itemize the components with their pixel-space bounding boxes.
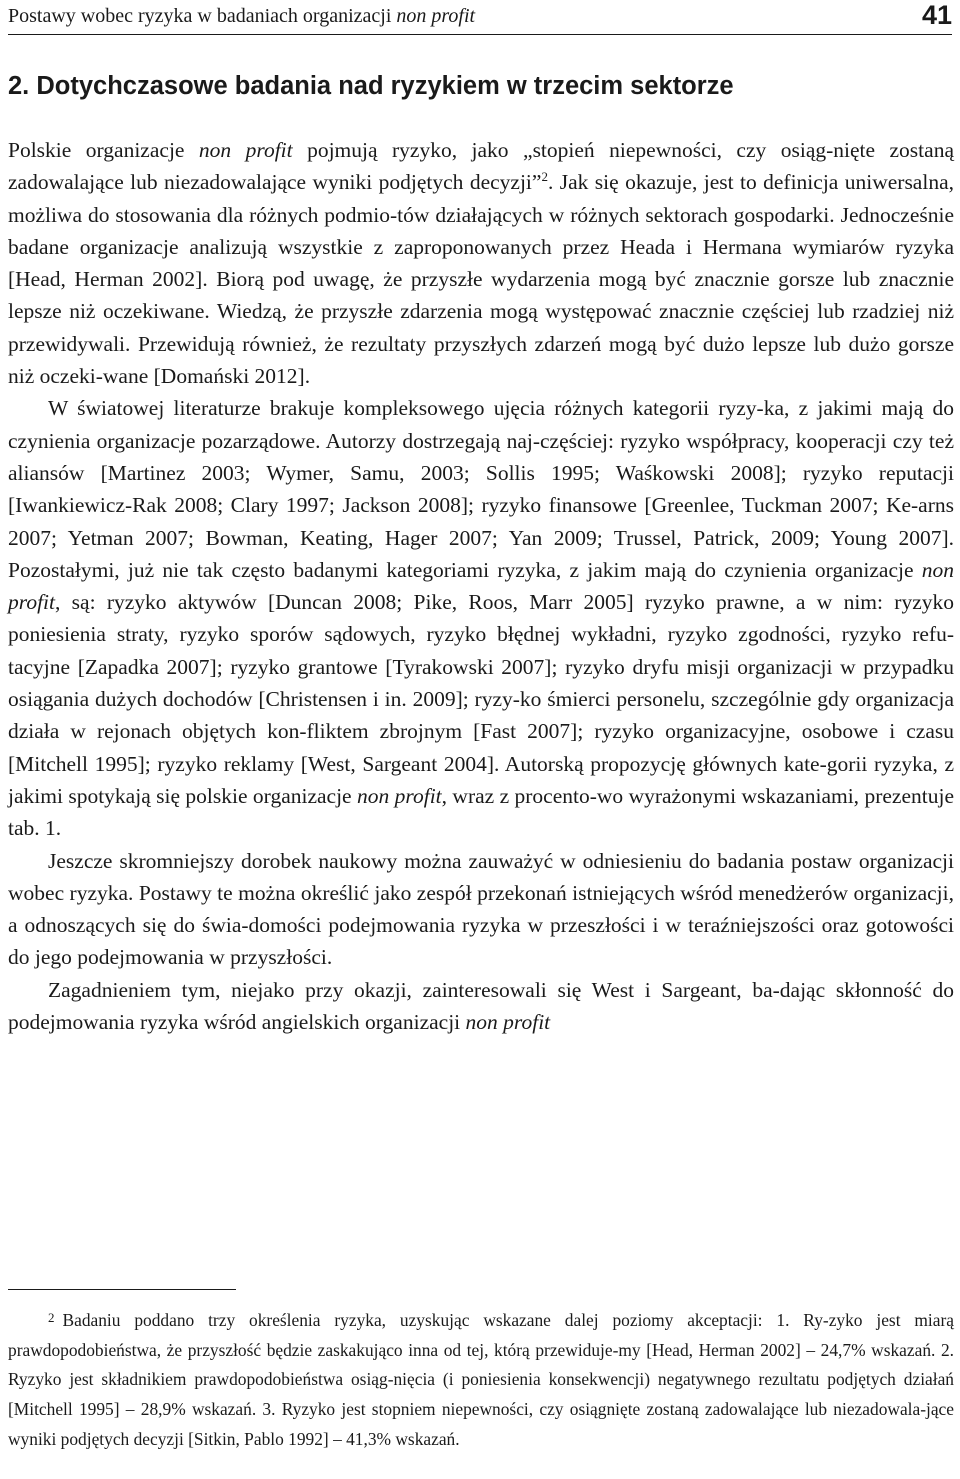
italic-text: non profit	[357, 783, 442, 808]
paragraph	[8, 392, 954, 844]
text-run: pojmują ryzyko, jako „stopień niepewności, czy osiąg-nięte zostaną zadowalające lub niezadowalające wyniki podjętych decyzji”	[8, 138, 954, 195]
paragraph	[8, 974, 954, 1039]
footnote-text: Badaniu poddano trzy określenia ryzyka, uzyskując wskazane dalej poziomy akceptacji: 1. Ry-zyko jest miarą prawdopodobieństwa, że przyszłość będzie zaskakująco inna od tej, którą przewiduje-my [Head, Herman 2002] – 24,7% wskazań. 2. Ryzyko jest składnikiem prawdopodobieństwa osiąg-nięcia (i poniesienia konsekwencji) negatywnego rezultatu podjętych działań [Mitchell 1995] – 28,9% wskazań. 3. Ryzyko jest stopniem niepewności, czy osiągnięte zostaną zadowalające lub niezadowala-jące wyniki podjętych decyzji [Sitkin, Pablo 1992] – 41,3% wskazań.	[8, 1310, 954, 1449]
page-number: 41	[921, 0, 952, 30]
paragraph	[8, 845, 954, 974]
body-text	[8, 134, 954, 1038]
section-heading: 2. Dotychczasowe badania nad ryzykiem w trzecim sektorze	[8, 72, 734, 100]
italic-text: non profit	[198, 138, 293, 162]
running-header	[8, 0, 952, 35]
text-run: Zagadnieniem tym, niejako przy okazji, zainteresowali się West i Sargeant, ba-dając skłonność do podejmowania ryzyka wśród angielskich organizacji	[8, 977, 954, 1035]
footnote-reference: 2	[541, 169, 548, 185]
text-run: Jeszcze skromniejszy dorobek naukowy można zauważyć w odniesieniu do badania postaw organizacji wobec ryzyka. Postawy te można określić jako zespół przekonań istniejących wśród menedżerów organizacji, a odnoszących się do świa-domości podejmowania ryzyka w przeszłości i w teraźniejszości oraz gotowości do jego podejmowania w przyszłości.	[8, 848, 954, 970]
footnote	[8, 1306, 954, 1455]
paragraph	[8, 134, 954, 392]
italic-text: non profit	[465, 1010, 551, 1035]
footnote-paragraph	[8, 1306, 954, 1455]
running-title	[8, 4, 475, 28]
text-run: , wraz z procento-wo wyrażonymi wskazaniami, prezentuje tab. 1.	[8, 783, 954, 841]
text-run: W światowej literaturze brakuje kompleksowego ujęcia różnych kategorii ryzy-ka, z jakimi mają do czynienia organizacje pozarządowe. Autorzy dostrzegają naj-częściej: ryzyko współpracy, kooperacji czy też aliansów [Martinez 2003; Wymer, Samu, 2003; Sollis 1995; Waśkowski 2008]; ryzyko reputacji [Iwankiewicz-Rak 2008; Clary 1997; Jackson 2008]; ryzyko finansowe [Greenlee, Tuckman 2007; Ke-arns 2007; Yetman 2007; Bowman, Keating, Hager 2007; Yan 2009; Trussel, Patrick, 2009; Young 2007]. Pozostałymi, już nie tak często badanymi kategoriami ryzyka, z jakim mają do czynienia organizacje	[8, 396, 954, 582]
text-run: Polskie organizacje	[8, 138, 199, 162]
text-run: . Jak się okazuje, jest to definicja uniwersalna, możliwa do stosowania dla różnych podmio-tów działających w różnych sektorach gospodarki. Jednocześnie badane organizacje analizują wszystkie z zaproponowanych przez Heada i Hermana wymiarów ryzyka [Head, Herman 2002]. Biorą pod uwagę, że przyszłe wydarzenia mogą być znacznie gorsze lub znacznie lepsze niż oczekiwane. Wiedzą, że przyszłe zdarzenia mogą występować znacznie częściej lub rzadziej niż przewidywali. Przewidują również, że rezultaty przyszłych zdarzeń mogą być dużo lepsze lub dużo gorsze niż oczeki-wane [Domański 2012].	[8, 170, 954, 389]
text-run: , są: ryzyko aktywów [Duncan 2008; Pike, Roos, Marr 2005] ryzyko prawne, a w nim: ryzyko poniesienia straty, ryzyko sporów sądowych, ryzyko błędnej wykładni, ryzyko zgodności, ryzyko refu-tacyjne [Zapadka 2007]; ryzyko grantowe [Tyrakowski 2007]; ryzyko dryfu misji organizacji w przypadku osiągania dużych dochodów [Christensen i in. 2009]; ryzy-ko śmierci personelu, szczególnie gdy organizacja działa w rejonach objętych kon-fliktem zbrojnym [Fast 2007]; ryzyko organizacyjne, osobowe i czasu [Mitchell 1995]; ryzyko reklamy [West, Sargeant 2004]. Autorską propozycję głównych kate-gorii ryzyka, z jakimi spotykają się polskie organizacje	[8, 590, 954, 808]
italic-text: non profit	[8, 557, 954, 615]
running-title-text: Postawy wobec ryzyka w badaniach organizacji	[8, 5, 397, 27]
running-title-italic: non profit	[396, 5, 476, 27]
footnote-number: 2	[48, 1310, 55, 1325]
footnote-divider	[8, 1289, 236, 1290]
